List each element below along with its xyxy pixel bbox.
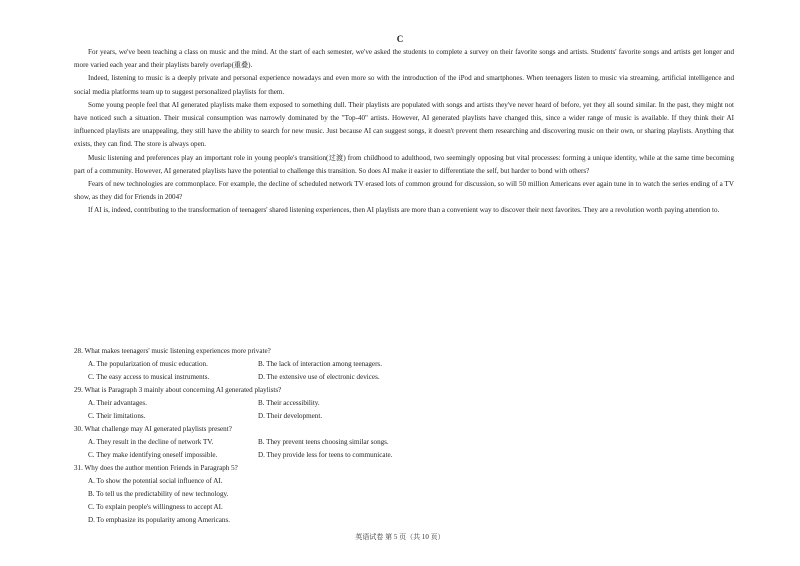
option-d: D. The extensive use of electronic devices. bbox=[258, 373, 380, 381]
question-28 bbox=[74, 345, 734, 384]
option-c: C. Their limitations. bbox=[88, 412, 146, 420]
paragraph-4: Music listening and preferences play an important role in young people's transition(过渡) from childhood to adulthood, two seemingly opposing but vital processes: forming a unique identity, while at the same time becoming part of a community. However, AI generated playlists have the potential to challenge this transition. So does AI make it easier to differentiate the self, but harder to bond with others? bbox=[74, 153, 734, 175]
option-c: C. They make identifying oneself impossible. bbox=[88, 451, 218, 459]
option-b: B. They prevent teens choosing similar songs. bbox=[258, 438, 389, 446]
paragraph-5: Fears of new technologies are commonplace. For example, the decline of scheduled network TV erased lots of common ground for discussion, so will 50 million Americans ever again tune in to watch the series ending of a TV show, as they did for Friends in 2004? bbox=[74, 180, 734, 202]
page-footer: 英语试卷 第 5 页（共 10 页） bbox=[355, 533, 445, 541]
option-b: B. The lack of interaction among teenagers. bbox=[258, 360, 382, 368]
question-stem: 30. What challenge may AI generated playlists present? bbox=[74, 425, 232, 433]
option-d: D. Their development. bbox=[258, 412, 323, 420]
paragraph-1: For years, we've been teaching a class on music and the mind. At the start of each semester, we've asked the students to complete a survey on their favorite songs and artists. Students' favorite songs and artists get longer and more varied each year and their playlists barely overlap(重叠). bbox=[74, 48, 734, 70]
option-d: D. They provide less for teens to communicate. bbox=[258, 451, 393, 459]
option-d: D. To emphasize its popularity among Americans. bbox=[88, 516, 231, 524]
paragraph-6: If AI is, indeed, contributing to the transformation of teenagers' shared listening experiences, then AI playlists are more than a convenient way to discover their next favorites. They are a revolution worth paying attention to. bbox=[88, 206, 720, 215]
option-a: A. The popularization of music education. bbox=[88, 360, 208, 368]
question-31 bbox=[74, 462, 734, 527]
option-a: A. To show the potential social influence of AI. bbox=[88, 477, 223, 485]
question-stem: 29. What is Paragraph 3 mainly about concerning AI generated playlists? bbox=[74, 386, 282, 394]
question-30 bbox=[74, 423, 734, 462]
reading-passage bbox=[74, 46, 734, 218]
paragraph-2: Indeed, listening to music is a deeply private and personal experience nowadays and even more so with the introduction of the iPod and smartphones. When teenagers listen to music via streaming, artificial intelligence and social media platforms team up to suggest personalized playlists for them. bbox=[74, 74, 734, 96]
question-29 bbox=[74, 384, 734, 423]
option-a: A. They result in the decline of network TV. bbox=[88, 438, 214, 446]
paragraph-3: Some young people feel that AI generated playlists make them exposed to something dull. Their playlists are populated with songs and artists they've never heard of before, yet they all sound similar. In the past, they might not have noticed such a situation. Their musical consumption was narrowly dominated by the "Top-40" artists. However, AI generated playlists have changed this, since a wider range of music is available. If they think their AI influenced playlists are unappealing, they still have the ability to search for new music. Just because AI can suggest songs, it doesn't prevent them researching and discovering music on their own, or sharing playlists. Anything that exists, they can find. The store is always open. bbox=[74, 100, 734, 149]
section-label: C bbox=[396, 34, 404, 44]
option-b: B. Their accessibility. bbox=[258, 399, 320, 407]
question-stem: 28. What makes teenagers' music listening experiences more private? bbox=[74, 347, 271, 355]
option-b: B. To tell us the predictability of new technology. bbox=[88, 490, 229, 498]
question-list bbox=[74, 345, 734, 527]
option-a: A. Their advantages. bbox=[88, 399, 147, 407]
question-stem: 31. Why does the author mention Friends in Paragraph 5? bbox=[74, 464, 238, 472]
option-c: C. To explain people's willingness to accept AI. bbox=[88, 503, 223, 511]
option-c: C. The easy access to musical instruments. bbox=[88, 373, 210, 381]
